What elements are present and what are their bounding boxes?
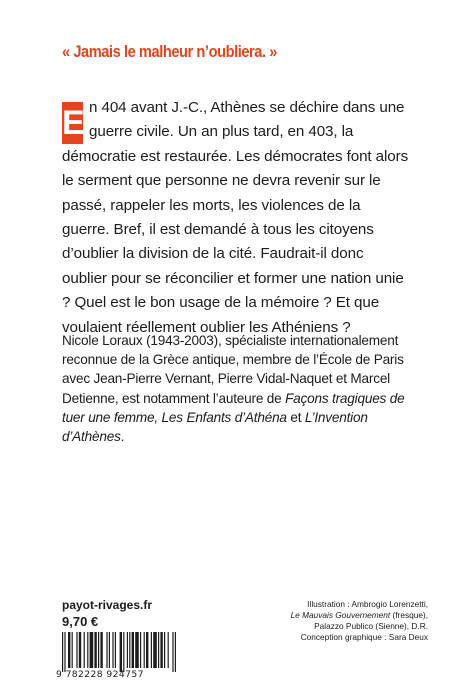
- bio-titles: Façons tragiques de tuer une femme, Les Enfants d’Athéna: [62, 390, 405, 425]
- credits-line-1: Illustration : Ambrogio Lorenzetti,: [307, 599, 428, 609]
- headline-quote: « Jamais le malheur n’oubliera. »: [62, 42, 277, 61]
- author-bio: [62, 331, 412, 446]
- credits-line-4: Conception graphique : Sara Deux: [300, 632, 428, 642]
- drop-cap: E: [62, 104, 85, 142]
- bio-text: Nicole Loraux (1943-2003), spécialiste internationalement reconnue de la Grèce antique, membre de l’École de Paris avec Jean-Pierre Vernant, Pierre Vidal-Naquet et Marcel Detienne, est notamment l’auteure de: [62, 333, 404, 406]
- intro-paragraph: [62, 96, 410, 340]
- image-credits: [278, 599, 428, 643]
- bio-connector: et: [286, 409, 305, 425]
- barcode: [62, 632, 176, 672]
- credits-artwork-type: (fresque),: [390, 610, 428, 620]
- credits-line-2: [278, 610, 428, 621]
- price: 9,70 €: [62, 614, 99, 629]
- bio-last-title: L’Invention d’Athènes: [62, 409, 368, 445]
- credits-line-3: Palazzo Publico (Sienne), D.R.: [314, 621, 428, 631]
- credits-artwork-title: Le Mauvais Gouvernement: [290, 610, 391, 620]
- isbn-digits: 9 782228 924757: [56, 669, 144, 680]
- bio-end: .: [120, 429, 125, 445]
- intro-text: n 404 avant J.-C., Athènes se déchire dans une guerre civile. Un an plus tard, en 403, la démocratie est restaurée. Les démocrates font alors le serment que personne ne devra revenir sur le passé, rappeler les morts, les violences de la guerre. Bref, il est demandé à tous les citoyens d’oublier la division de la cité. Faudrait-il donc oublier pour se réconcilier et former une nation unie ? Quel est le bon usage de la mémoire ? Et que voulaient réellement oublier les Athéniens ?: [62, 99, 409, 336]
- publisher-website: payot-rivages.fr: [62, 598, 153, 612]
